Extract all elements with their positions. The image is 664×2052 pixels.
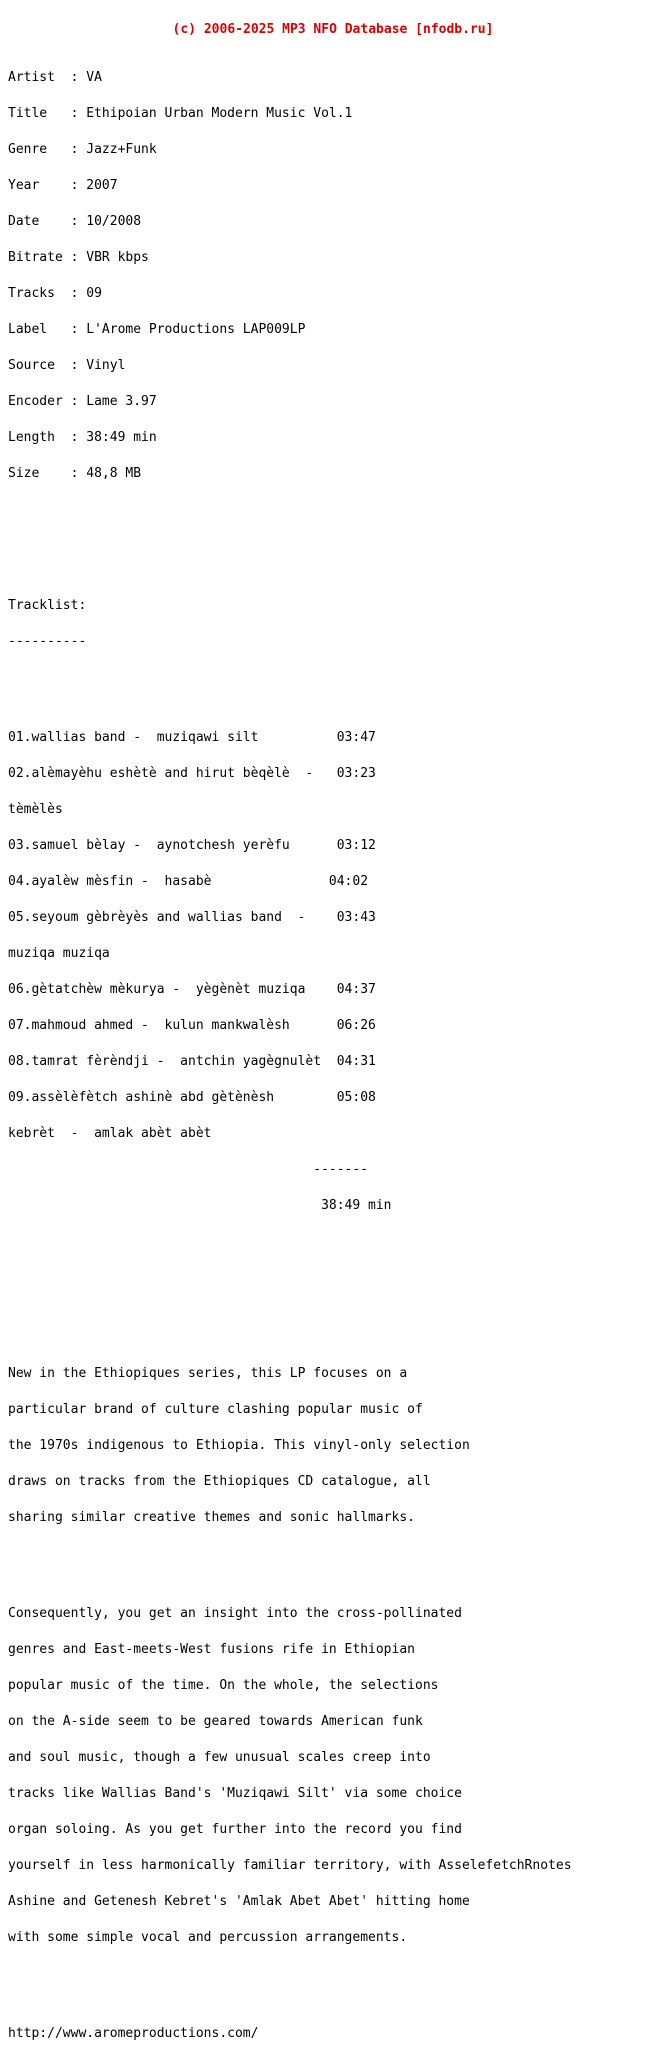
description-line: Ashine and Getenesh Kebret's 'Amlak Abet Abet' hitting home — [8, 1894, 470, 1909]
track-line: 09.assèlèfètch ashinè abd gètènèsh 05:08 — [8, 1090, 376, 1105]
description-line: sharing similar creative themes and sonic hallmarks. — [8, 1510, 415, 1525]
info-bitrate: Bitrate : VBR kbps — [8, 250, 149, 265]
track-line: muziqa muziqa — [8, 946, 110, 961]
tracklist-underline: ---------- — [8, 634, 87, 649]
track-line: 05.seyoum gèbrèyès and wallias band - 03:43 — [8, 910, 376, 925]
description-line: New in the Ethiopiques series, this LP focuses on a — [8, 1366, 408, 1381]
copyright-header[interactable] — [0, 24, 658, 36]
spacer — [8, 1560, 658, 1572]
total-length: 38:49 min — [8, 1198, 392, 1213]
track-line: kebrèt - amlak abèt abèt — [8, 1126, 212, 1141]
description-line: on the A-side seem to be geared towards American funk — [8, 1714, 423, 1729]
total-rule: ------- — [8, 1162, 369, 1177]
info-length: Length : 38:49 min — [8, 430, 157, 445]
spacer — [8, 1320, 658, 1332]
url-line[interactable] — [8, 2028, 658, 2040]
copyright-link[interactable]: (c) 2006-2025 MP3 NFO Database [nfodb.ru] — [172, 22, 494, 37]
info-size: Size : 48,8 MB — [8, 466, 142, 481]
track-line: 01.wallias band - muziqawi silt 03:47 — [8, 730, 376, 745]
spacer — [8, 1980, 658, 1992]
spacer — [8, 516, 658, 528]
description-line: organ soloing. As you get further into the record you find — [8, 1822, 462, 1837]
description-line: popular music of the time. On the whole, the selections — [8, 1678, 439, 1693]
description-line: particular brand of culture clashing popular music of — [8, 1402, 423, 1417]
spacer — [8, 1284, 658, 1296]
track-line: 07.mahmoud ahmed - kulun mankwalèsh 06:26 — [8, 1018, 376, 1033]
info-artist: Artist : VA — [8, 70, 102, 85]
description-line: draws on tracks from the Ethiopiques CD catalogue, all — [8, 1474, 431, 1489]
nfo-document — [8, 0, 658, 2052]
description-line: tracks like Wallias Band's 'Muziqawi Silt' via some choice — [8, 1786, 462, 1801]
label-url-link[interactable]: http://www.aromeproductions.com/ — [8, 2026, 259, 2041]
track-line: 04.ayalèw mèsfin - hasabè 04:02 — [8, 874, 369, 889]
info-label: Label : L'Arome Productions LAP009LP — [8, 322, 306, 337]
track-line: 08.tamrat fèrèndji - antchin yagègnulèt 04:31 — [8, 1054, 376, 1069]
description-line: yourself in less harmonically familiar territory, with AsselefetchRnotes — [8, 1858, 572, 1873]
info-date: Date : 10/2008 — [8, 214, 142, 229]
track-line: 03.samuel bèlay - aynotchesh yerèfu 03:12 — [8, 838, 376, 853]
info-genre: Genre : Jazz+Funk — [8, 142, 157, 157]
description-line: with some simple vocal and percussion arrangements. — [8, 1930, 408, 1945]
info-year: Year : 2007 — [8, 178, 118, 193]
spacer — [8, 1248, 658, 1260]
info-encoder: Encoder : Lame 3.97 — [8, 394, 157, 409]
track-line: 02.alèmayèhu eshètè and hirut bèqèlè - 03:23 — [8, 766, 376, 781]
tracklist-heading: Tracklist: — [8, 598, 87, 613]
description-line: and soul music, though a few unusual scales creep into — [8, 1750, 431, 1765]
spacer — [8, 552, 658, 564]
spacer — [8, 684, 658, 696]
description-line: the 1970s indigenous to Ethiopia. This vinyl-only selection — [8, 1438, 470, 1453]
info-source: Source : Vinyl — [8, 358, 126, 373]
info-tracks: Tracks : 09 — [8, 286, 102, 301]
track-line: 06.gètatchèw mèkurya - yègènèt muziqa 04:37 — [8, 982, 376, 997]
track-line: tèmèlès — [8, 802, 63, 817]
description-line: genres and East-meets-West fusions rife in Ethiopian — [8, 1642, 415, 1657]
info-title: Title : Ethipoian Urban Modern Music Vol.1 — [8, 106, 353, 121]
description-line: Consequently, you get an insight into the cross-pollinated — [8, 1606, 462, 1621]
